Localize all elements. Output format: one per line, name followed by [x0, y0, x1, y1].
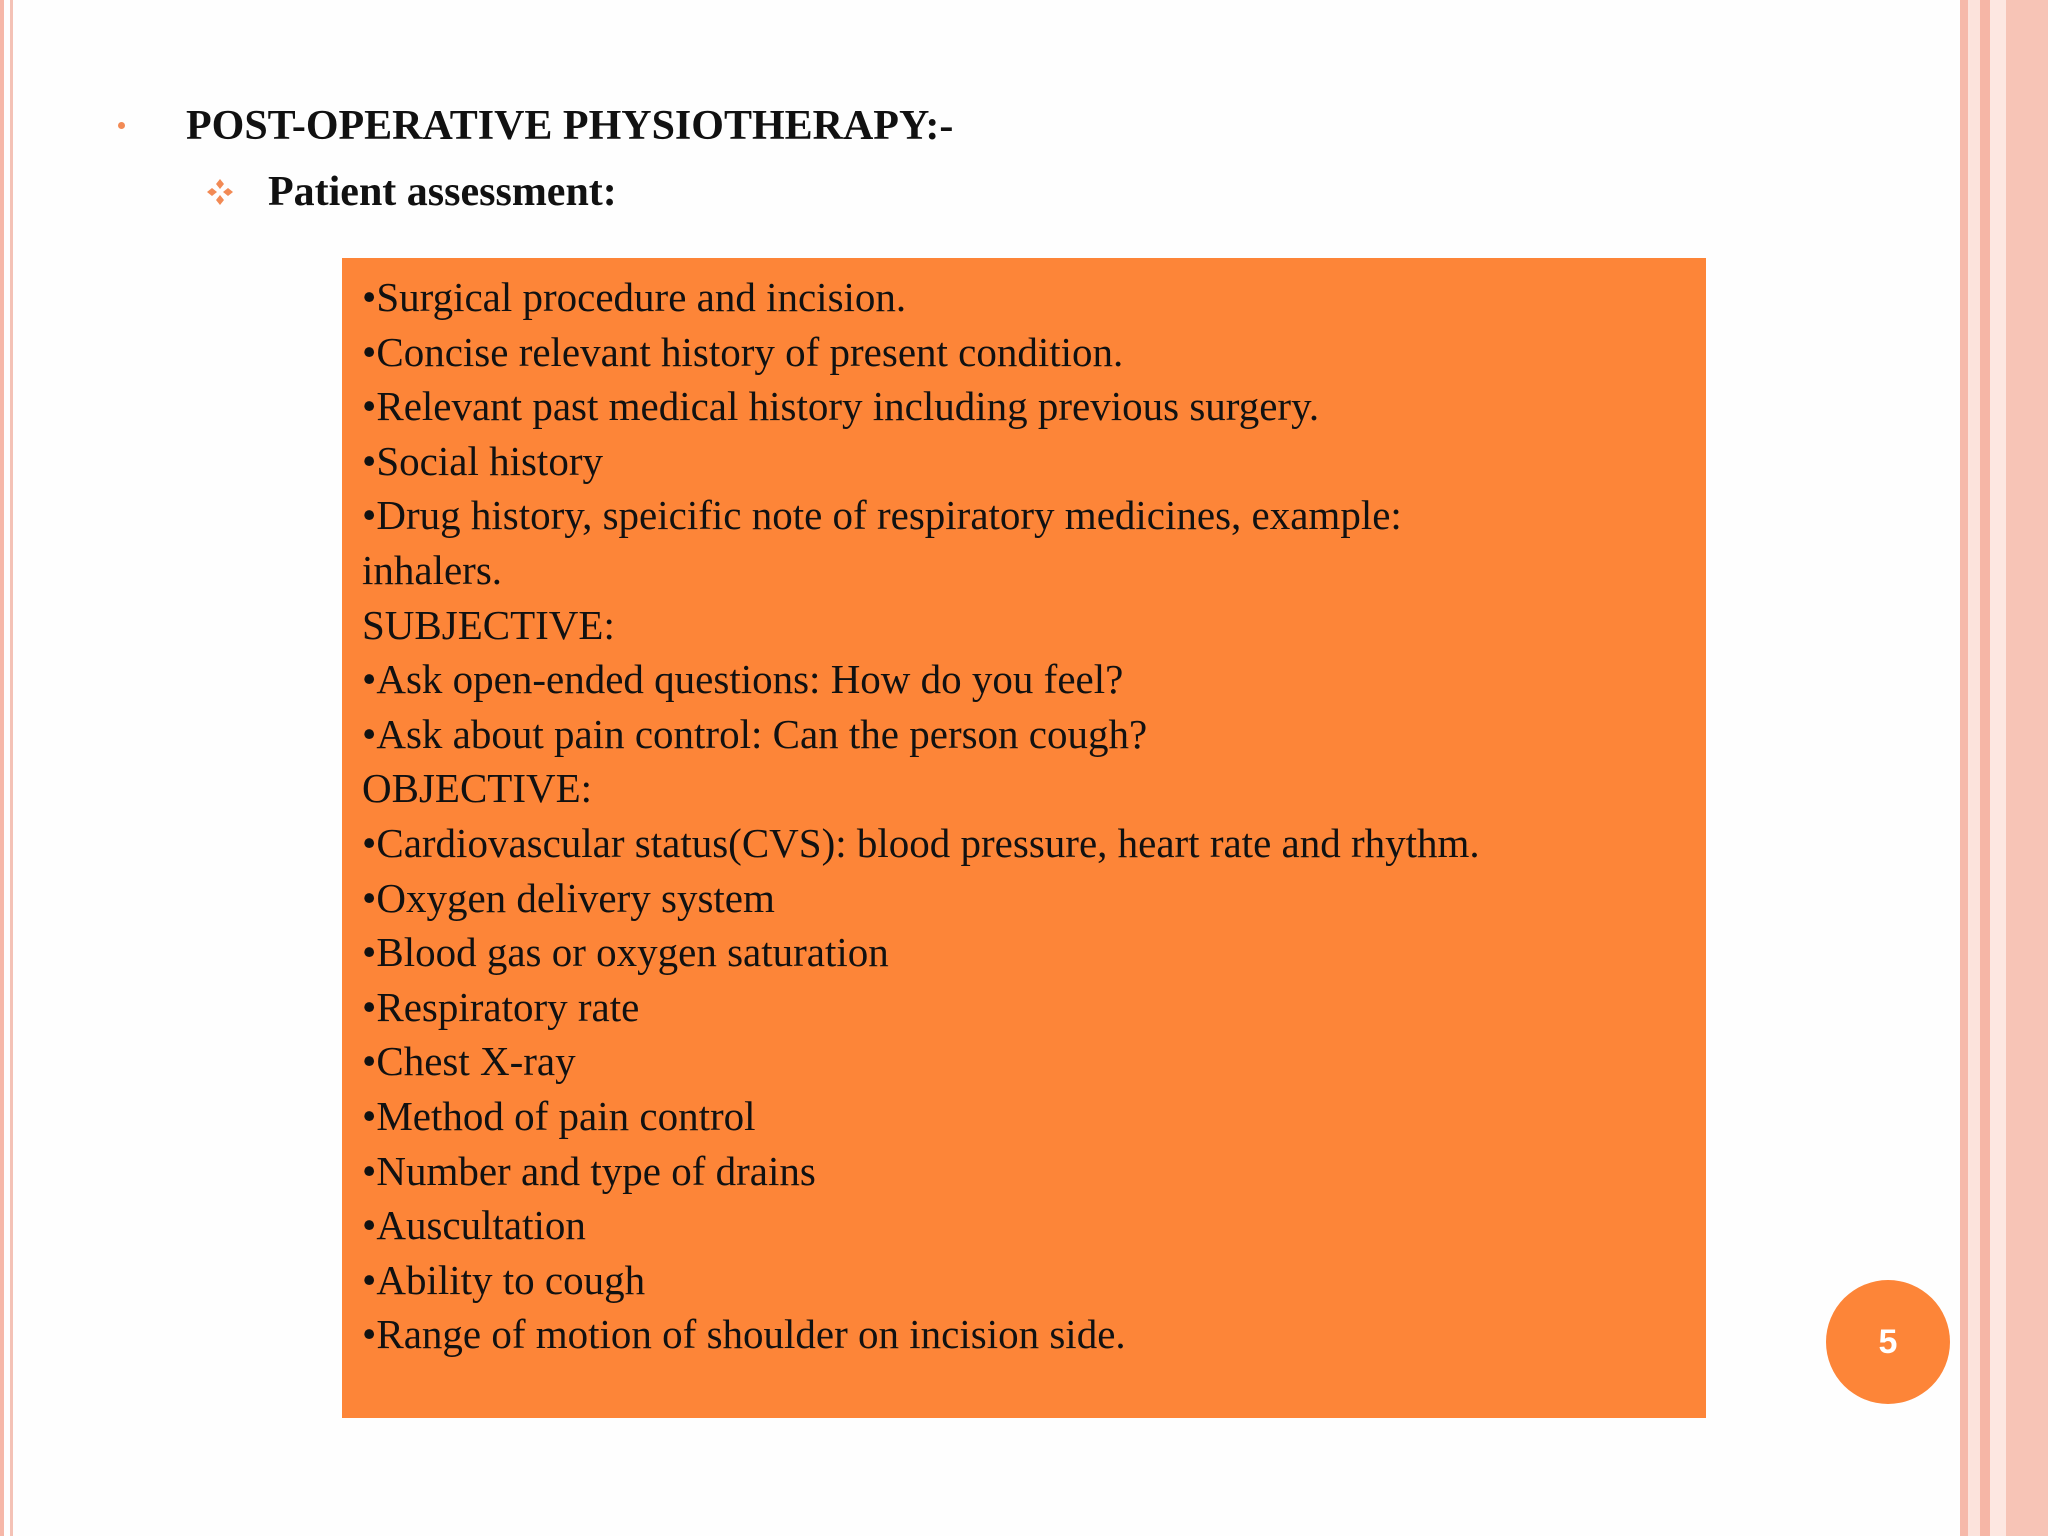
box-line: •Relevant past medical history including previous surgery. — [362, 383, 1320, 430]
slide-heading: POST-OPERATIVE PHYSIOTHERAPY:- — [186, 103, 954, 149]
right-decorative-stripe — [2006, 0, 2048, 1536]
box-line: •Chest X-ray — [362, 1038, 576, 1085]
assessment-box — [342, 258, 1706, 1418]
box-line: •Cardiovascular status(CVS): blood pressure, heart rate and rhythm. — [362, 819, 1480, 866]
right-decorative-stripe — [1980, 0, 1990, 1536]
box-line: •Ask open-ended questions: How do you feel? — [362, 656, 1124, 703]
left-border-inner — [10, 0, 13, 1536]
box-line: •Ability to cough — [362, 1256, 646, 1303]
right-decorative-stripe — [1968, 0, 1980, 1536]
subjective-label: SUBJECTIVE: — [362, 601, 615, 648]
box-line: •Blood gas or oxygen saturation — [362, 929, 889, 976]
box-line: •Oxygen delivery system — [362, 874, 775, 921]
box-line: •Surgical procedure and incision. — [362, 274, 907, 320]
right-decorative-stripe — [1990, 0, 2006, 1536]
box-line: inhalers. — [362, 546, 503, 593]
round-bullet-icon — [118, 122, 125, 129]
box-line: •Drug history, speicific note of respiratory medicines, example: — [362, 492, 1402, 539]
box-line: •Social history — [362, 437, 603, 484]
box-line: •Number and type of drains — [362, 1147, 816, 1194]
left-border-outer — [0, 0, 4, 1536]
box-line: •Respiratory rate — [362, 983, 640, 1030]
box-line: •Range of motion of shoulder on incision side. — [362, 1311, 1126, 1358]
box-line: •Auscultation — [362, 1202, 586, 1249]
page-number-badge — [1826, 1280, 1950, 1404]
box-line: •Method of pain control — [362, 1092, 756, 1139]
page-number: 5 — [1878, 1322, 1898, 1361]
objective-label: OBJECTIVE: — [362, 765, 593, 812]
diamond-bullet-icon — [206, 178, 234, 206]
box-line: •Ask about pain control: Can the person cough? — [362, 710, 1148, 757]
subheading: Patient assessment: — [268, 169, 617, 215]
right-decorative-stripe — [1960, 0, 1968, 1536]
box-line: •Concise relevant history of present condition. — [362, 328, 1124, 375]
